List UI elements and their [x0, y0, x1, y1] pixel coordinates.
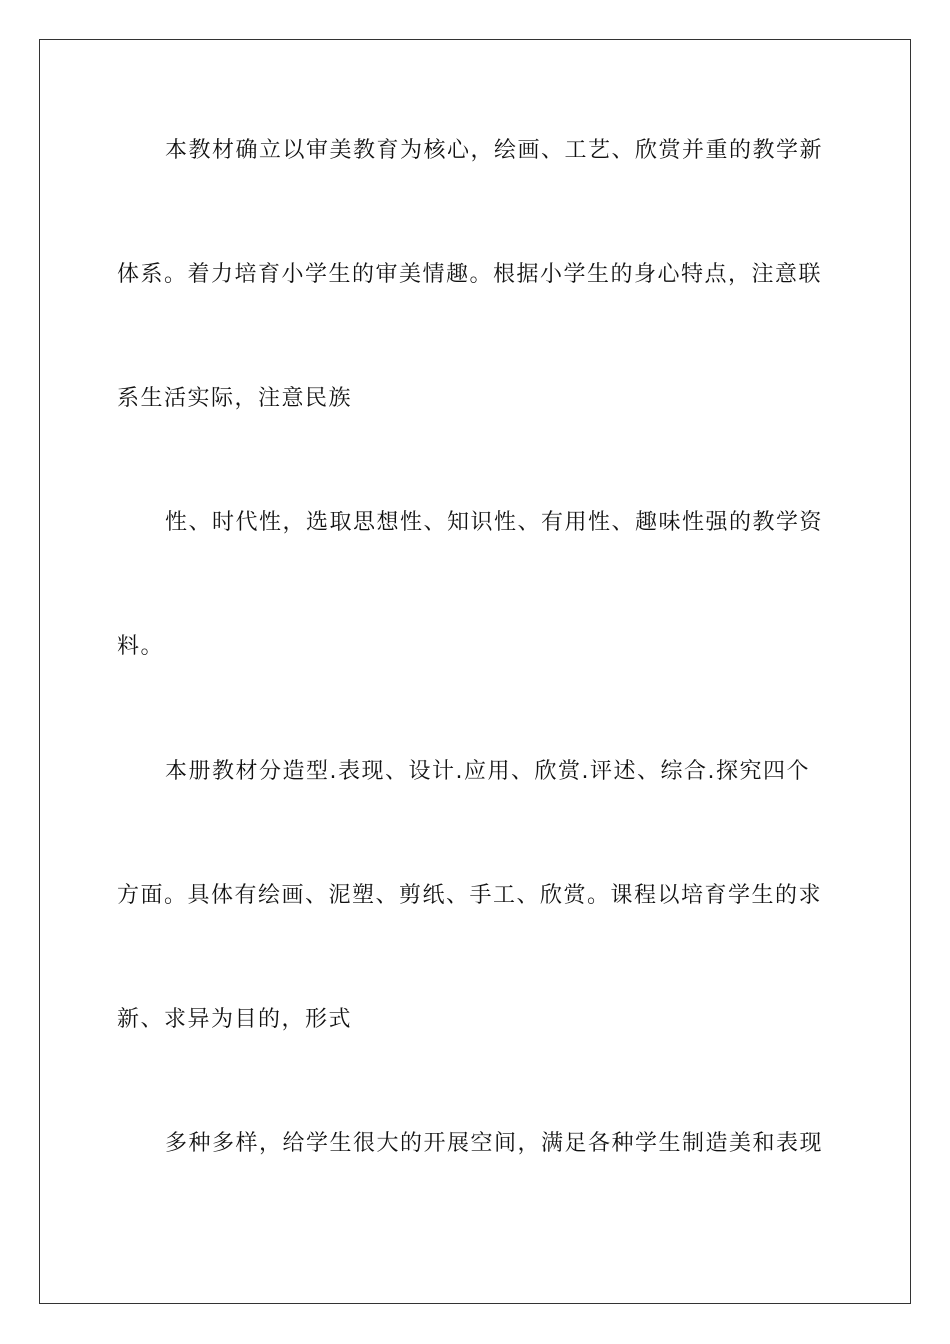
text-line: 本册教材分造型.表现、设计.应用、欣赏.评述、综合.探究四个 [165, 759, 810, 784]
text-line: 料。 [117, 634, 165, 659]
text-line: 多种多样，给学生很大的开展空间，满足各种学生制造美和表现 [165, 1131, 824, 1156]
page-border [39, 39, 911, 1304]
text-line: 新、求异为目的，形式 [117, 1007, 353, 1032]
text-line: 体系。着力培育小学生的审美情趣。根据小学生的身心特点，注意联 [117, 262, 823, 287]
text-line: 系生活实际，注意民族 [117, 386, 353, 411]
text-line: 方面。具体有绘画、泥塑、剪纸、手工、欣赏。课程以培育学生的求 [117, 883, 823, 908]
text-line: 性、时代性，选取思想性、知识性、有用性、趣味性强的教学资 [165, 510, 824, 535]
text-line: 本教材确立以审美教育为核心，绘画、工艺、欣赏并重的教学新 [165, 138, 824, 163]
